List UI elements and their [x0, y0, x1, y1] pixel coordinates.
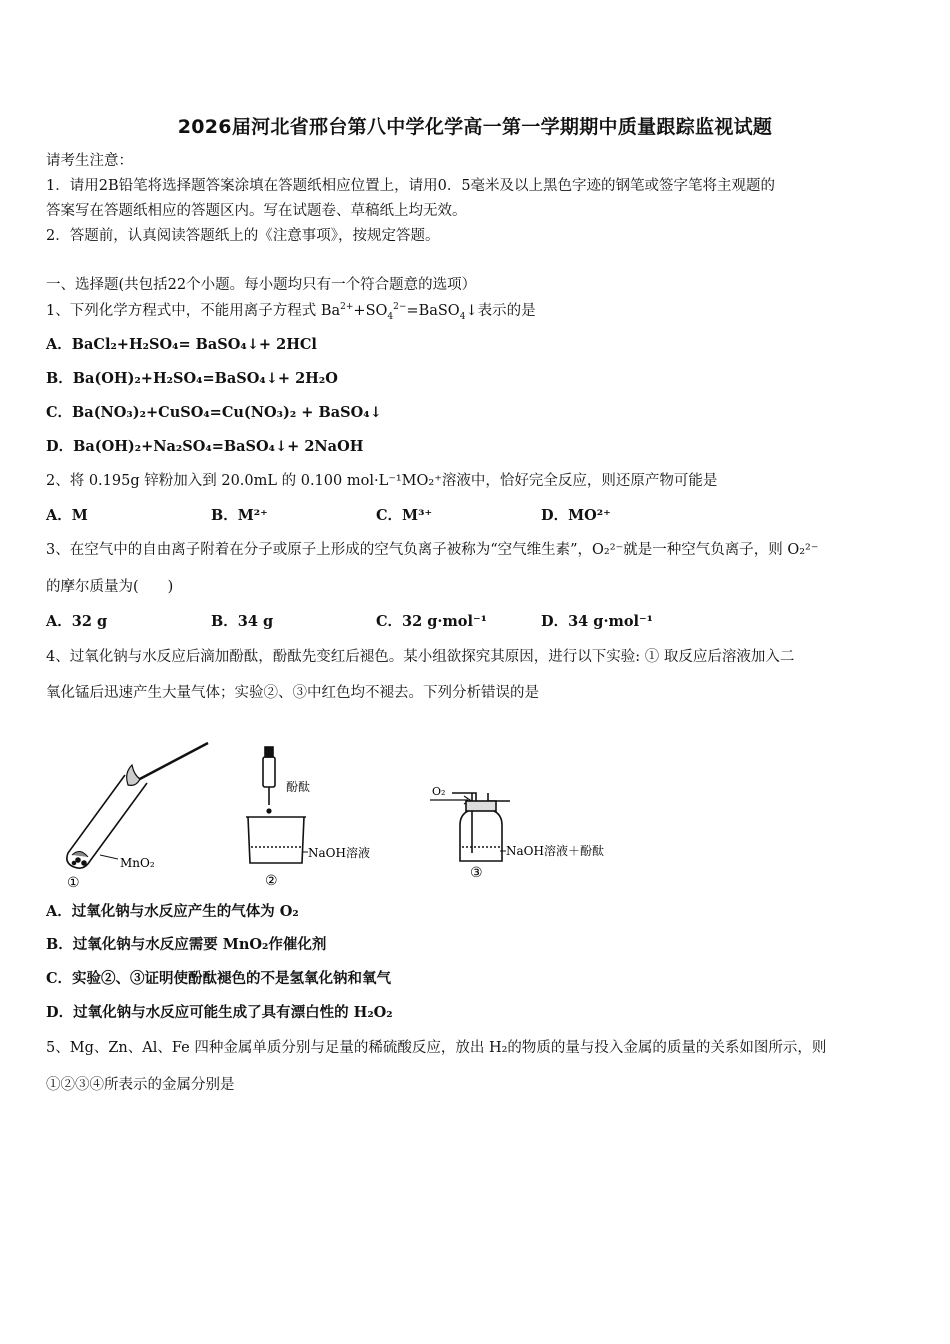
question-4-option-a: A．过氧化钠与水反应产生的气体为 O₂ — [46, 903, 299, 920]
question-1-option-c: C．Ba(NO₃)₂+CuSO₄=Cu(NO₃)₂ + BaSO₄↓ — [46, 404, 382, 421]
fig-number-2: ② — [265, 873, 278, 889]
question-3-option-d: D．34 g·mol⁻¹ — [541, 613, 654, 630]
question-3-stem-line-1: 3、在空气中的自由离子附着在分子或原子上形成的空气负离子被称为“空气维生素”，O₂²⁻就是一种空气负离子，则 O₂²⁻ — [46, 542, 819, 558]
question-3-stem-line-2: 的摩尔质量为( ) — [46, 579, 174, 595]
question-5-stem-line-1: 5、Mg、Zn、Al、Fe 四种金属单质分别与足量的稀硫酸反应，放出 H₂的物质的量与投入金属的质量的关系如图所示，则 — [46, 1040, 827, 1056]
fig-number-1: ① — [67, 875, 80, 891]
question-3-option-c: C．32 g·mol⁻¹ — [376, 613, 487, 630]
question-2-option-d: D．MO²⁺ — [541, 507, 611, 524]
beaker-apparatus — [246, 747, 311, 863]
question-1-option-b: B．Ba(OH)₂+H₂SO₄=BaSO₄↓+ 2H₂O — [46, 370, 338, 387]
fig-number-3: ③ — [470, 865, 483, 881]
section-heading: 一、选择题(共包括22个小题。每小题均只有一个符合题意的选项） — [46, 277, 477, 293]
fig-label-phenolphthalein: 酚酞 — [286, 780, 311, 794]
question-2-option-b: B．M²⁺ — [211, 507, 268, 524]
question-2-option-c: C．M³⁺ — [376, 507, 433, 524]
fig-label-naoh: NaOH溶液 — [308, 846, 370, 860]
question-2-stem: 2、将 0.195g 锌粉加入到 20.0mL 的 0.100 mol·L⁻¹MO₂⁺溶液中，恰好完全反应，则还原产物可能是 — [46, 473, 718, 489]
fig-label-oxygen: O₂ — [432, 785, 446, 798]
notice-line-2: 答案写在答题纸相应的答题区内。写在试题卷、草稿纸上均无效。 — [46, 203, 467, 219]
fig-label-mno2: MnO₂ — [120, 856, 155, 870]
question-4-stem-line-1: 4、过氧化钠与水反应后滴加酚酞，酚酞先变红后褪色。某小组欲探究其原因，进行以下实验: ① 取反应后溶液加入二 — [46, 649, 795, 665]
page-title: 2026届河北省邢台第八中学化学高一第一学期期中质量跟踪监视试题 — [177, 116, 773, 138]
notice-line-3: 2．答题前，认真阅读答题纸上的《注意事项》，按规定答题。 — [46, 228, 440, 244]
question-1-option-d: D．Ba(OH)₂+Na₂SO₄=BaSO₄↓+ 2NaOH — [46, 438, 364, 455]
question-4-option-b: B．过氧化钠与水反应需要 MnO₂作催化剂 — [46, 936, 327, 953]
question-4-option-d: D．过氧化钠与水反应可能生成了具有漂白性的 H₂O₂ — [46, 1004, 393, 1021]
question-4-option-c: C．实验②、③证明使酚酞褪色的不是氢氧化钠和氧气 — [46, 970, 392, 987]
question-4-stem-line-2: 氧化锰后迅速产生大量气体；实验②、③中红色均不褪去。下列分析错误的是 — [46, 685, 539, 701]
question-1-stem: 1、下列化学方程式中，不能用离子方程式 $Ba^{2+}+SO_4^{2-}=BaSO_4↓$表示的是 — [46, 302, 536, 322]
notice-line-1: 1．请用2B铅笔将选择题答案涂填在答题纸相应位置上，请用0．5毫米及以上黑色字迹的钢笔或签字笔将主观题的 — [46, 178, 776, 194]
test-tube-apparatus — [67, 743, 208, 868]
question-3-option-a: A．32 g — [46, 613, 108, 630]
question-3-option-b: B．34 g — [211, 613, 274, 630]
notice-heading: 请考生注意： — [46, 153, 133, 169]
question-2-option-a: A．M — [46, 507, 88, 524]
question-5-stem-line-2: ①②③④所表示的金属分别是 — [46, 1077, 235, 1093]
fig-label-naoh-phenolphthalein: NaOH溶液＋酚酞 — [506, 844, 604, 858]
question-1-option-a: A．BaCl₂+H₂SO₄= BaSO₄↓+ 2HCl — [46, 336, 317, 353]
gas-bottle-apparatus — [430, 793, 510, 861]
experiment-figure — [40, 735, 660, 895]
